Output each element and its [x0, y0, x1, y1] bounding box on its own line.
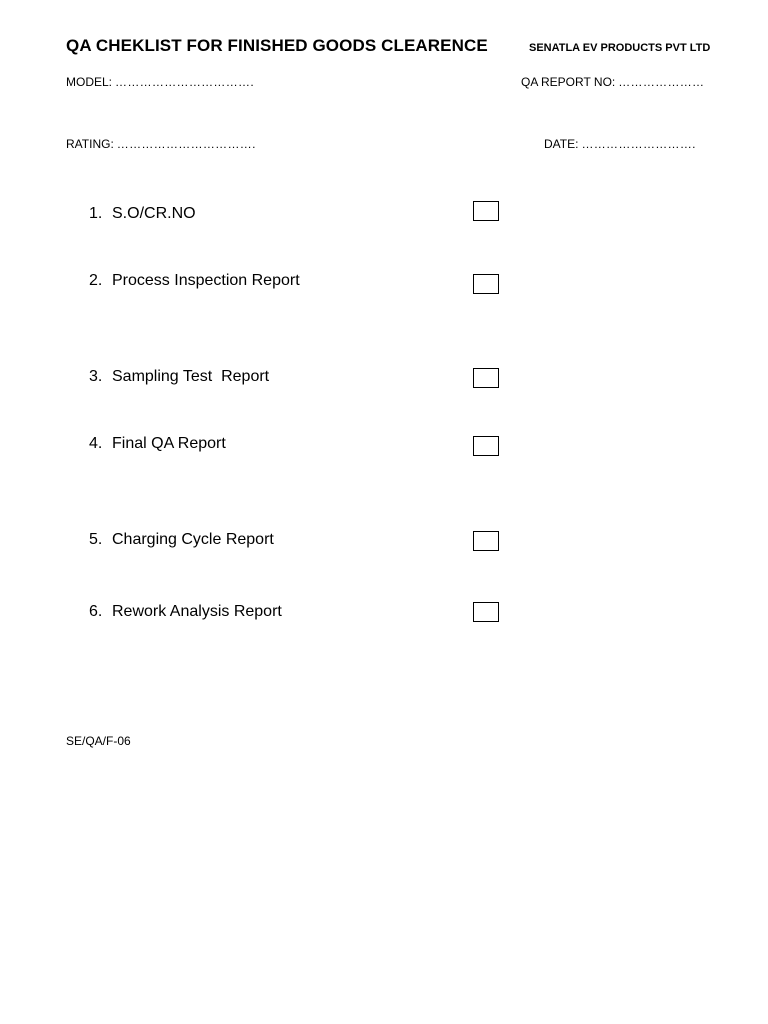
form-code: SE/QA/F-06	[66, 734, 131, 748]
item-number: 1.	[89, 205, 103, 222]
checkbox-final-qa-report[interactable]	[473, 436, 499, 456]
rating-value: …………………………….	[116, 137, 256, 151]
qa-report-no-label: QA REPORT NO:	[521, 75, 616, 89]
item-number: 5.	[89, 531, 103, 548]
checklist-item-process-inspection-report	[89, 271, 509, 295]
date-label: DATE:	[544, 137, 579, 151]
item-number: 3.	[89, 368, 103, 385]
checkbox-sampling-test-report[interactable]	[473, 368, 499, 388]
qa-report-no-value: …………………	[618, 75, 705, 89]
item-label: Rework Analysis Report	[112, 603, 282, 620]
checklist-item-sampling-test-report	[89, 367, 509, 391]
date-value: ……………………….	[581, 137, 696, 151]
model-field	[66, 75, 254, 89]
checklist-item-final-qa-report	[89, 434, 509, 458]
item-label: S.O/CR.NO	[112, 205, 196, 222]
model-label: MODEL:	[66, 75, 113, 89]
item-number: 6.	[89, 603, 103, 620]
checkbox-so-cr-no[interactable]	[473, 201, 499, 221]
company-name: SENATLA EV PRODUCTS PVT LTD	[529, 42, 711, 54]
item-label: Sampling Test Report	[112, 368, 270, 385]
qa-report-no-field	[521, 75, 704, 89]
item-label: Charging Cycle Report	[112, 531, 274, 548]
item-number: 4.	[89, 435, 103, 452]
model-value: …………………………….	[115, 75, 254, 89]
item-label: Process Inspection Report	[112, 272, 300, 289]
item-label: Final QA Report	[112, 435, 226, 452]
checklist-item-rework-analysis-report	[89, 602, 509, 626]
date-field	[544, 137, 696, 151]
checkbox-charging-cycle-report[interactable]	[473, 531, 499, 551]
document-title: QA CHEKLIST FOR FINISHED GOODS CLEARENCE	[66, 36, 488, 55]
checkbox-process-inspection-report[interactable]	[473, 274, 499, 294]
checklist-item-charging-cycle-report	[89, 530, 509, 554]
checklist-item-so-cr-no	[89, 204, 509, 228]
rating-label: RATING:	[66, 137, 114, 151]
checkbox-rework-analysis-report[interactable]	[473, 602, 499, 622]
item-number: 2.	[89, 272, 103, 289]
rating-field	[66, 137, 256, 151]
